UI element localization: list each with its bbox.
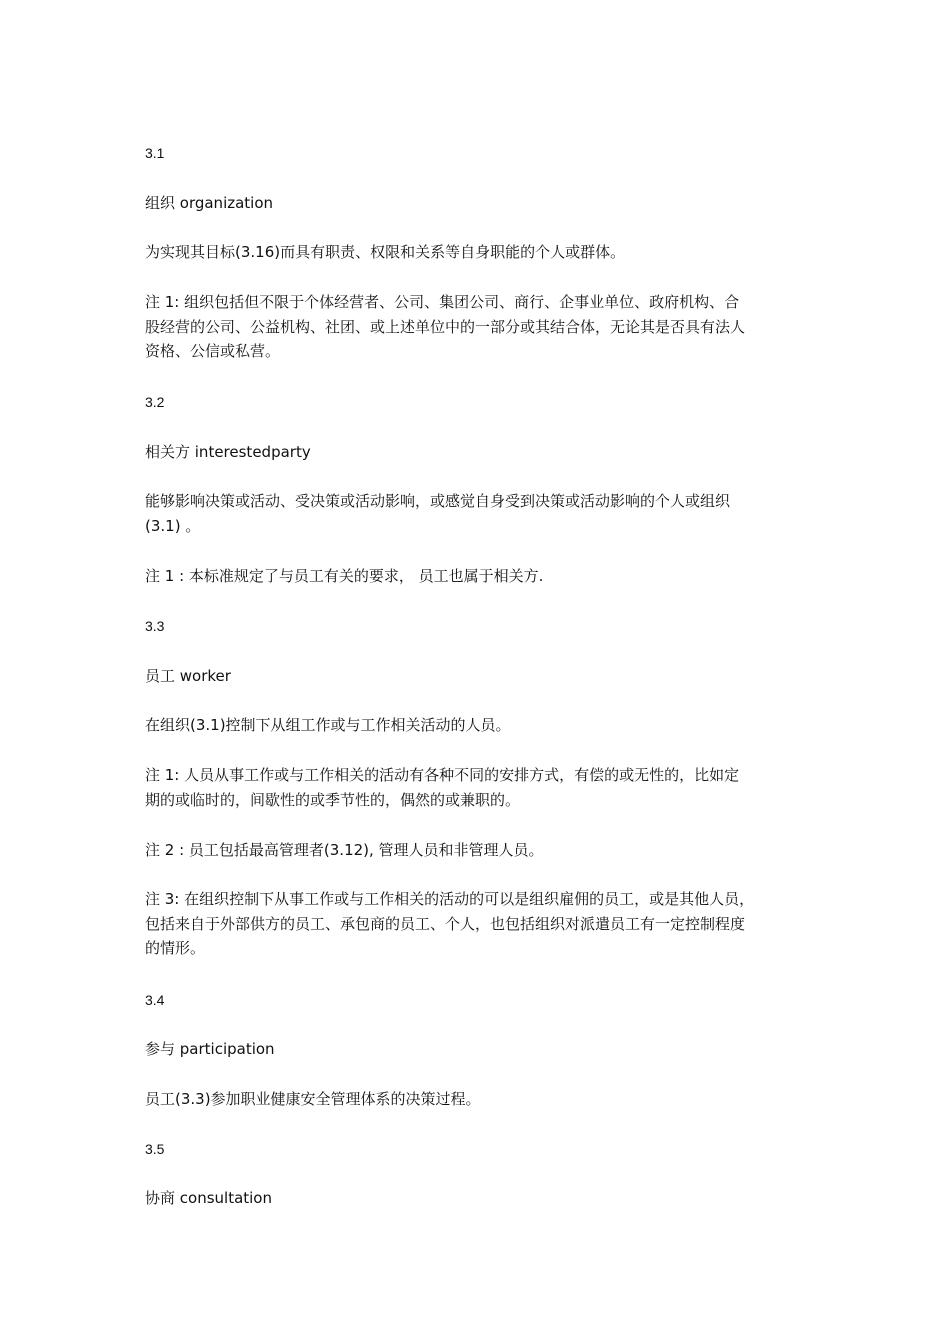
note-line: 注 1: 组织包括但不限于个体经营者、公司、集团公司、商行、企事业单位、政府机构、合 xyxy=(145,293,740,311)
definition-paragraph xyxy=(145,489,810,538)
note-line: 期的或临时的，间歇性的或季节性的，偶然的或兼职的。 xyxy=(145,790,521,809)
term-heading: 参与 participation xyxy=(145,1040,275,1058)
term-heading: 协商 consultation xyxy=(145,1189,272,1207)
note-paragraph xyxy=(145,838,810,863)
note-line: 注 1: 人员从事工作或与工作相关的活动有各种不同的安排方式，有偿的或无性的，比如定 xyxy=(145,766,740,784)
note-line: 注 1 : 本标准规定了与员工有关的要求， 员工也属于相关方. xyxy=(145,567,544,585)
definition-paragraph xyxy=(145,713,810,738)
section-number: 3.5 xyxy=(145,1141,165,1157)
term-heading: 组织 organization xyxy=(145,194,274,212)
definition-line: (3.1) 。 xyxy=(145,516,201,535)
note-line: 资格、公信或私营。 xyxy=(145,342,281,360)
definition-paragraph xyxy=(145,1087,810,1112)
note-paragraph xyxy=(145,564,810,589)
definition-line: 在组织(3.1)控制下从组工作或与工作相关活动的人员。 xyxy=(145,716,511,734)
note-line: 注 3: 在组织控制下从事工作或与工作相关的活动的可以是组织雇佣的员工，或是其他人员， xyxy=(145,890,755,908)
term-heading: 相关方 interestedparty xyxy=(145,443,311,461)
note-line: 包括来自于外部供方的员工、承包商的员工、个人，也包括组织对派遣员工有一定控制程度 xyxy=(145,914,746,933)
term-heading: 员工 worker xyxy=(145,667,231,685)
note-paragraph xyxy=(145,290,810,364)
definition-line: 员工(3.3)参加职业健康安全管理体系的决策过程。 xyxy=(145,1090,481,1108)
section-number: 3.1 xyxy=(145,145,165,161)
definition-line: 能够影响决策或活动、受决策或活动影响，或感觉自身受到决策或活动影响的个人或组织 xyxy=(145,492,731,510)
definition-paragraph xyxy=(145,240,810,265)
section-number: 3.4 xyxy=(145,992,165,1008)
note-line: 注 2 : 员工包括最高管理者(3.12), 管理人员和非管理人员。 xyxy=(145,841,544,859)
note-line: 的情形。 xyxy=(145,939,206,957)
section-number: 3.2 xyxy=(145,394,165,410)
section-number: 3.3 xyxy=(145,618,165,634)
note-line: 股经营的公司、公益机构、社团、或上述单位中的一部分或其结合体，无论其是否具有法人 xyxy=(145,317,746,336)
definition-line: 为实现其目标(3.16)而具有职责、权限和关系等自身职能的个人或群体。 xyxy=(145,243,626,261)
note-paragraph xyxy=(145,887,810,961)
note-paragraph xyxy=(145,763,810,812)
